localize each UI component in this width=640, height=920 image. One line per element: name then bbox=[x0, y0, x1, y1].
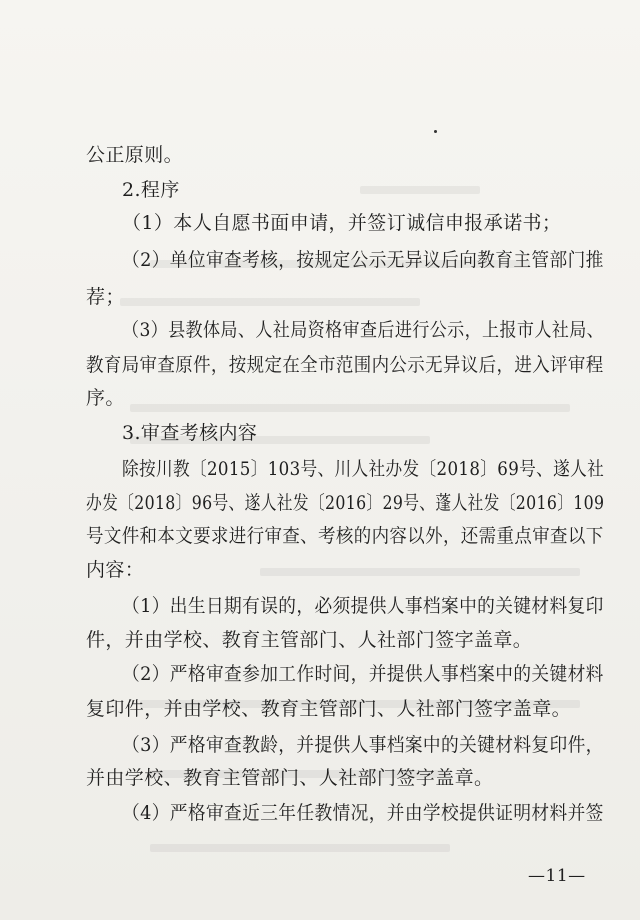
page-number: —11— bbox=[528, 866, 586, 886]
text-line: 序。 bbox=[86, 387, 125, 409]
text-line: （1）出生日期有误的，必须提供人事档案中的关键材料复印 bbox=[122, 595, 604, 617]
show-through-mark bbox=[120, 298, 420, 306]
show-through-mark bbox=[360, 186, 480, 194]
text-line: （4）严格审查近三年任教情况，并由学校提供证明材料并签 bbox=[122, 802, 604, 824]
text-line: 教育局审查原件，按规定在全市范围内公示无异议后，进入评审程 bbox=[86, 354, 604, 376]
text-line: （2）严格审查参加工作时间，并提供人事档案中的关键材料 bbox=[122, 663, 604, 685]
text-line: （1）本人自愿书面申请，并签订诚信申报承诺书； bbox=[122, 212, 562, 234]
show-through-mark bbox=[130, 404, 570, 412]
show-through-mark bbox=[150, 844, 450, 852]
speck bbox=[434, 130, 437, 133]
text-line: 并由学校、教育主管部门、人社部门签字盖章。 bbox=[86, 767, 494, 789]
text-line: 内容： bbox=[86, 559, 145, 581]
text-line: （3）严格审查教龄，并提供人事档案中的关键材料复印件， bbox=[122, 734, 604, 756]
section-heading: 2.程序 bbox=[122, 179, 180, 201]
text-line: 除按川教〔2015〕103号、川人社办发〔2018〕69号、遂人社 bbox=[122, 458, 605, 480]
text-line: 办发〔2018〕96号、遂人社发〔2016〕29号、蓬人社发〔2016〕109 bbox=[86, 492, 605, 514]
text-line: （2）单位审查考核，按规定公示无异议后向教育主管部门推 bbox=[122, 249, 604, 271]
show-through-mark bbox=[260, 568, 580, 576]
text-line: （3）县教体局、人社局资格审查后进行公示，上报市人社局、 bbox=[122, 319, 605, 341]
section-heading: 3.审查考核内容 bbox=[122, 422, 258, 444]
text-line: 公正原则。 bbox=[86, 144, 184, 166]
text-line: 复印件，并由学校、教育主管部门、人社部门签字盖章。 bbox=[86, 698, 572, 720]
text-line: 号文件和本文要求进行审查、考核的内容以外，还需重点审查以下 bbox=[86, 525, 604, 547]
text-line: 荐； bbox=[86, 286, 125, 308]
text-line: 件，并由学校、教育主管部门、人社部门签字盖章。 bbox=[86, 629, 533, 651]
